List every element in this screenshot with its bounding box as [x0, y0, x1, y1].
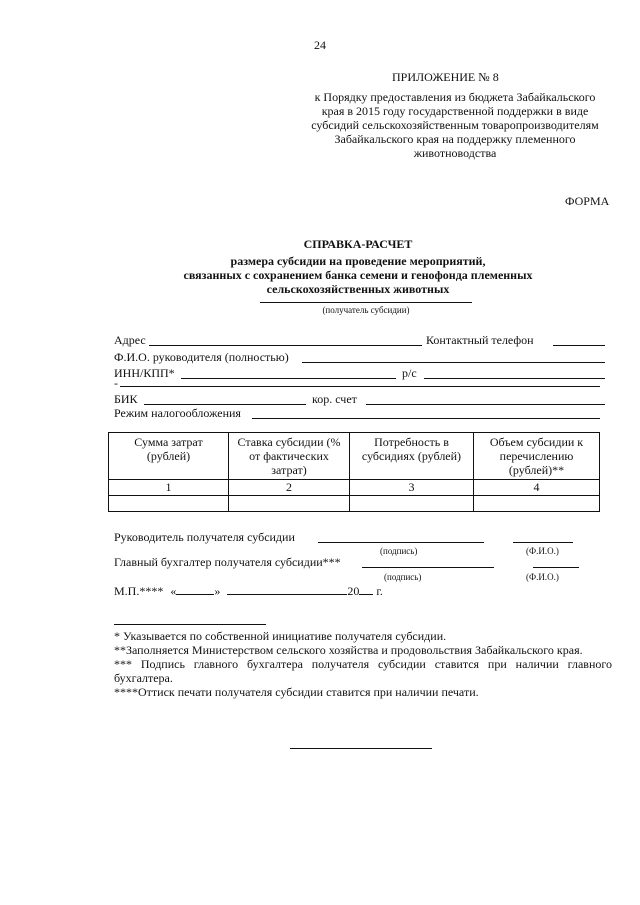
footnote-separator — [114, 624, 266, 625]
tax-mode-label: Режим налогообложения — [114, 406, 241, 420]
recipient-caption: (получатель субсидии) — [322, 305, 410, 315]
document-title: СПРАВКА-РАСЧЕТ — [303, 237, 413, 251]
corr-account-field — [366, 404, 605, 405]
recipient-line — [260, 302, 472, 303]
dash-mark: - — [114, 376, 118, 390]
signature-caption: (подпись) — [380, 546, 418, 556]
account-label: р/с — [402, 366, 417, 380]
day-field — [176, 583, 214, 595]
header-cell: Потребность в субсидиях (рублей) — [350, 433, 474, 480]
phone-label: Контактный телефон — [426, 333, 534, 347]
address-field — [149, 345, 422, 346]
table-cell — [350, 496, 474, 512]
signature-caption: (подпись) — [384, 572, 422, 582]
footnotes — [114, 629, 612, 699]
appendix-line: животноводства — [413, 146, 497, 160]
account-field — [424, 378, 605, 379]
footnote: ****Оттиск печати получателя субсидии ставится при наличии печати. — [114, 685, 479, 699]
column-number: 4 — [474, 480, 600, 496]
column-number: 1 — [109, 480, 229, 496]
column-number: 2 — [229, 480, 350, 496]
header-cell: Объем субсидии к перечислению (рублей)** — [474, 433, 600, 480]
tax-mode-field — [252, 418, 600, 419]
inn-field — [181, 378, 396, 379]
name-caption: (Ф.И.О.) — [526, 546, 559, 556]
director-field — [302, 362, 605, 363]
table-row — [109, 496, 600, 512]
director-label: Ф.И.О. руководителя (полностью) — [114, 350, 289, 364]
subtitle-line: связанных с сохранением банка семени и генофонда племенных — [183, 268, 533, 282]
blank-line — [120, 386, 600, 387]
footnote: *** Подпись главного бухгалтера получателя субсидии ставится при наличии главного бухгалтера. — [114, 657, 612, 685]
address-label: Адрес — [114, 333, 146, 347]
footnote: * Указывается по собственной инициативе получателя субсидии. — [114, 629, 447, 643]
quote-open: « — [170, 584, 177, 598]
table-number-row — [109, 480, 600, 496]
appendix-text — [296, 90, 614, 160]
inn-label: ИНН/КПП* — [114, 366, 175, 380]
accountant-name-line — [533, 567, 579, 568]
stamp-date-row — [114, 583, 383, 598]
table-cell — [109, 496, 229, 512]
table-header-row — [109, 433, 600, 480]
page-number: 24 — [314, 38, 326, 52]
year-prefix: 20 — [347, 584, 360, 598]
appendix-title: ПРИЛОЖЕНИЕ № 8 — [392, 70, 499, 84]
subtitle-line: сельскохозяйственных животных — [266, 282, 450, 296]
quote-close: » — [214, 584, 221, 598]
appendix-line: Забайкальского края на поддержку племенного — [334, 132, 576, 146]
subsidy-table — [108, 432, 600, 512]
bik-label: БИК — [114, 392, 138, 406]
end-line — [290, 748, 432, 749]
director-signature-line — [318, 542, 484, 543]
form-label: ФОРМА — [565, 194, 610, 208]
corr-account-label: кор. счет — [312, 392, 357, 406]
appendix-line: к Порядку предоставления из бюджета Забайкальского — [314, 90, 596, 104]
header-cell: Ставка субсидии (% от фактических затрат) — [229, 433, 350, 480]
appendix-line: субсидий сельскохозяйственным товаропроизводителям — [311, 118, 599, 132]
column-number: 3 — [350, 480, 474, 496]
table-cell — [474, 496, 600, 512]
director-name-line — [513, 542, 573, 543]
bik-field — [144, 404, 306, 405]
accountant-signature-label: Главный бухгалтер получателя субсидии*** — [114, 555, 341, 569]
accountant-signature-line — [362, 567, 494, 568]
appendix-line: края в 2015 году государственной поддержки в виде — [321, 104, 589, 118]
header-cell: Сумма затрат (рублей) — [109, 433, 229, 480]
year-field — [359, 583, 373, 595]
name-caption: (Ф.И.О.) — [526, 572, 559, 582]
footnote: **Заполняется Министерством сельского хозяйства и продовольствия Забайкальского края. — [114, 643, 583, 657]
subtitle-line: размера субсидии на проведение мероприятий, — [230, 254, 486, 268]
document-subtitle — [0, 254, 640, 296]
stamp-label: М.П.**** — [114, 584, 164, 598]
year-suffix: г. — [376, 584, 383, 598]
phone-field — [553, 345, 605, 346]
month-field — [227, 583, 347, 595]
table-cell — [229, 496, 350, 512]
director-signature-label: Руководитель получателя субсидии — [114, 530, 295, 544]
